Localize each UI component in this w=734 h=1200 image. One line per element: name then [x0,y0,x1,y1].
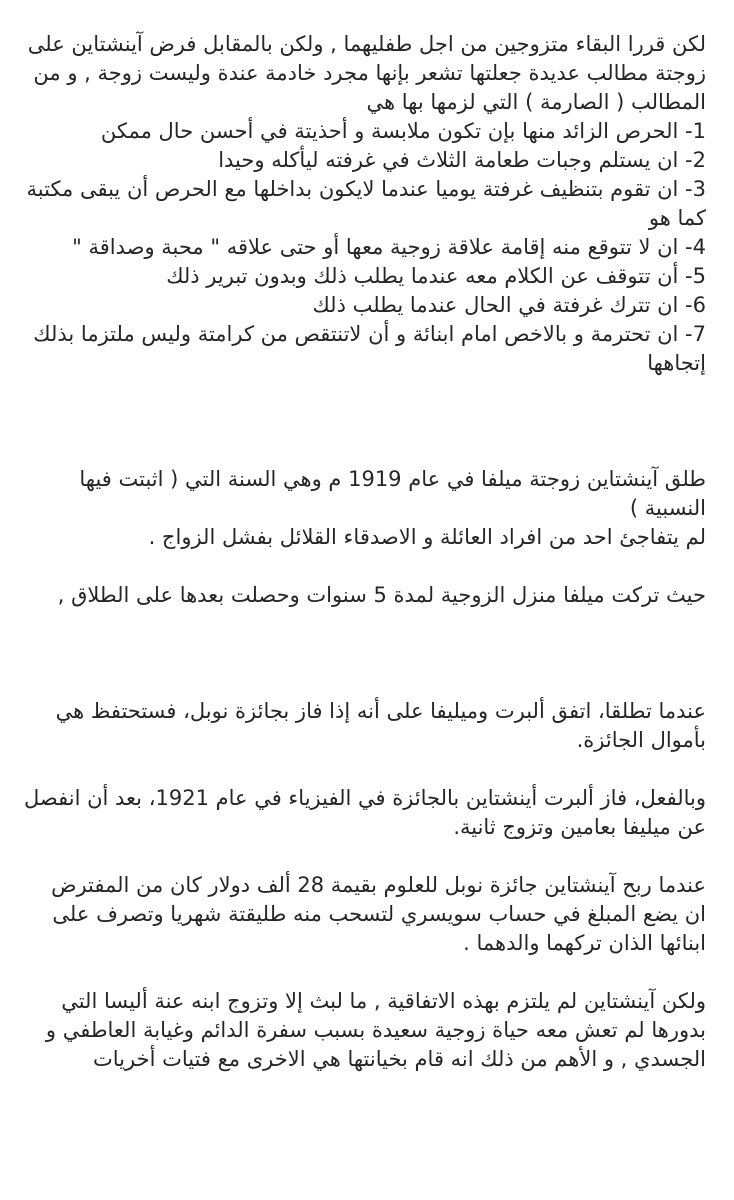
divorce-reaction-line: لم يتفاجئ احد من افراد العائلة و الاصدقاء القلائل بفشل الزواج . [148,525,706,549]
divorce-paragraph [24,465,706,552]
nobel-money-line: عندما ربح آينشتاين جائزة نوبل للعلوم بقيمة 28 ألف دولار كان من المفترض ان يضع المبلغ في حساب سويسري لتسحب منه طليقتة شهريا وتصرف على ابنائها الذان تركهما والدهما . [51,873,706,955]
condition-item-3: 3- ان تقوم بتنظيف غرفتة يوميا عندما لايكون بداخلها مع الحرص أن يبقى مكتبة كما هو [26,177,706,230]
nobel-win-paragraph [24,784,706,842]
condition-item-5: 5- أن تتوقف عن الكلام معه عندما يطلب ذلك وبدون تبرير ذلك [166,264,706,288]
condition-item-1: 1- الحرص الزائد منها بإن تكون ملابسة و أحذيتة في أحسن حال ممكن [100,119,706,143]
condition-item-7: 7- ان تحترمة و بالاخص امام ابنائة و أن لاتنتقص من كرامتة وليس ملتزما بذلك إتجاهها [33,322,706,375]
spacer [24,958,706,987]
nobel-win-line: وبالفعل، فاز ألبرت أينشتاين بالجائزة في الفيزياء في عام 1921، بعد أن انفصل عن ميليفا بعامين وتزوج ثانية. [24,786,706,839]
broken-agreement-line: ولكن آينشتاين لم يلتزم بهذه الاتفاقية , ما لبث إلا وتزوج ابنه عنة أليسا التي بدورها لم تعش معه حياة زوجية سعيدة بسبب سفرة الدائم وغيابة العاطفي و الجسدي , و الأهم من ذلك انه قام بخيانتها هي الاخرى مع فتيات أخريات [45,989,706,1071]
separation-paragraph [24,581,706,610]
nobel-money-paragraph [24,871,706,958]
spacer [24,755,706,784]
document-body [24,30,706,1074]
spacer [24,610,706,697]
condition-item-2: 2- ان يستلم وجبات طعامة الثلاث في غرفته ليأكله وحيدا [218,148,706,172]
spacer [24,378,706,465]
conditions-intro: لكن قررا البقاء متزوجين من اجل طفليهما , ولكن بالمقابل فرض آينشتاين على زوجتة مطالب عديدة جعلتها تشعر بإنها مجرد خادمة عندة وليست زوجة , و من المطالب ( الصارمة ) التي لزمها بها هي [27,32,706,114]
condition-item-6: 6- ان تترك غرفتة في الحال عندما يطلب ذلك [312,293,706,317]
marriage-conditions-paragraph [24,30,706,378]
divorce-year-line: طلق آينشتاين زوجتة ميلفا في عام 1919 م وهي السنة التي ( اثبتت فيها النسبية ) [79,467,706,520]
condition-item-4: 4- ان لا تتوقع منه إقامة علاقة زوجية معها أو حتى علاقه " محبة وصداقة " [72,235,706,259]
nobel-agreement-line: عندما تطلقا، اتفق ألبرت وميليفا على أنه إذا فاز بجائزة نوبل، فستحتفظ هي بأموال الجائزة. [55,699,706,752]
spacer [24,842,706,871]
broken-agreement-paragraph [24,987,706,1074]
separation-line: حيث تركت ميلفا منزل الزوجية لمدة 5 سنوات وحصلت بعدها على الطلاق , [57,583,706,607]
spacer [24,552,706,581]
nobel-agreement-paragraph [24,697,706,755]
